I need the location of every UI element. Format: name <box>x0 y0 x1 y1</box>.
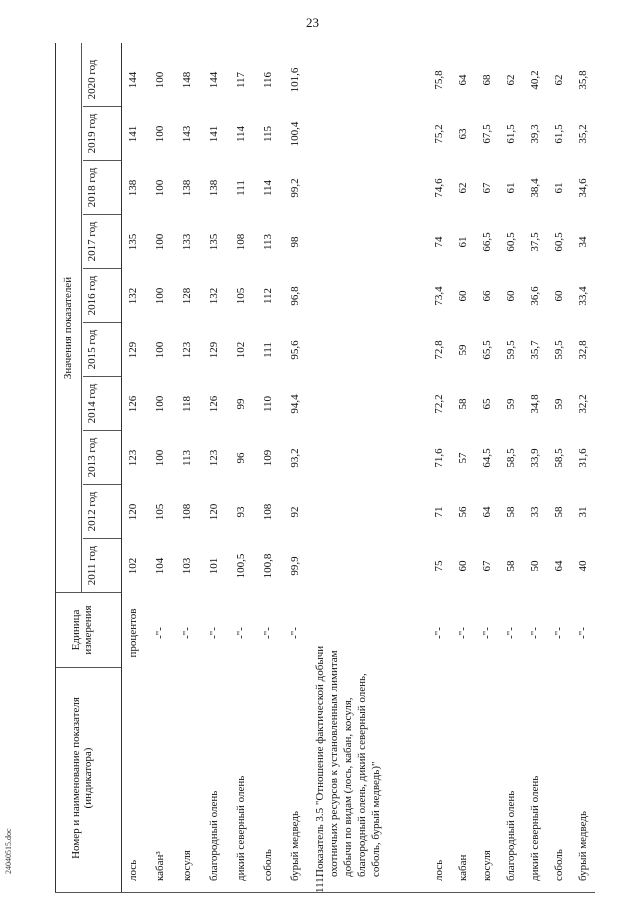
value-cell: 34,8 <box>529 394 541 414</box>
value-cell: 75,2 <box>433 124 445 144</box>
indicator-number: 111. <box>314 874 326 893</box>
value-cell: 100,4 <box>289 121 301 147</box>
value-cell: 34,6 <box>577 178 589 198</box>
row-unit: -"- <box>154 627 166 639</box>
row-unit: -"- <box>433 627 445 639</box>
table-left-border <box>55 892 595 893</box>
value-cell: 99,2 <box>289 178 301 198</box>
value-cell: 98 <box>289 236 301 248</box>
value-cell: 135 <box>127 233 139 251</box>
value-cell: 60 <box>553 290 565 302</box>
row-name: дикий северный олень <box>235 775 247 881</box>
row-unit: -"- <box>481 627 493 639</box>
value-cell: 99,9 <box>289 556 301 576</box>
year-header: 2015 год <box>83 323 121 377</box>
value-cell: 59,5 <box>505 340 517 360</box>
table-row <box>289 43 309 893</box>
table-header <box>55 43 122 893</box>
value-cell: 100 <box>154 341 166 359</box>
row-name: благородный олень <box>505 790 517 881</box>
value-cell: 99 <box>235 398 247 410</box>
value-cell: 59,5 <box>553 340 565 360</box>
value-cell: 40,2 <box>529 70 541 90</box>
row-name: бурый медведь <box>289 811 301 881</box>
value-cell: 66,5 <box>481 232 493 252</box>
header-values: Значения показателей <box>62 276 74 380</box>
year-header: 2013 год <box>83 431 121 485</box>
value-cell: 60,5 <box>505 232 517 252</box>
value-cell: 65 <box>481 398 493 410</box>
value-cell: 58 <box>505 560 517 572</box>
value-cell: 60 <box>457 560 469 572</box>
value-cell: 64 <box>553 560 565 572</box>
value-cell: 108 <box>181 503 193 521</box>
value-cell: 36,6 <box>529 286 541 306</box>
value-cell: 58,5 <box>553 448 565 468</box>
table-row <box>577 43 597 893</box>
row-unit: процентов <box>127 608 139 658</box>
value-cell: 58,5 <box>505 448 517 468</box>
table-row <box>154 43 174 893</box>
value-cell: 111 <box>262 342 274 358</box>
row-name: косуля <box>181 850 193 881</box>
value-cell: 114 <box>262 179 274 197</box>
value-cell: 115 <box>262 125 274 143</box>
footer-file: 24040515.doc <box>4 828 13 874</box>
year-header: 2011 год <box>83 539 121 593</box>
value-cell: 61 <box>457 236 469 248</box>
value-cell: 74,6 <box>433 178 445 198</box>
value-cell: 120 <box>208 503 220 521</box>
value-cell: 67,5 <box>481 124 493 144</box>
value-cell: 60 <box>457 290 469 302</box>
value-cell: 103 <box>181 557 193 575</box>
value-cell: 120 <box>127 503 139 521</box>
value-cell: 144 <box>208 71 220 89</box>
value-cell: 102 <box>235 341 247 359</box>
value-cell: 75,8 <box>433 70 445 90</box>
value-cell: 71 <box>433 506 445 518</box>
value-cell: 101 <box>208 557 220 575</box>
value-cell: 133 <box>181 233 193 251</box>
value-cell: 93,2 <box>289 448 301 468</box>
rotated-table <box>55 43 615 893</box>
value-cell: 110 <box>262 395 274 413</box>
value-cell: 138 <box>127 179 139 197</box>
value-cell: 102 <box>127 557 139 575</box>
table-row <box>481 43 501 893</box>
row-unit: -"- <box>457 627 469 639</box>
row-name: благородный олень <box>208 790 220 881</box>
row-name: лось <box>433 859 445 881</box>
value-cell: 58 <box>457 398 469 410</box>
table-row <box>553 43 573 893</box>
year-header: 2016 год <box>83 269 121 323</box>
value-cell: 114 <box>235 125 247 143</box>
value-cell: 126 <box>127 395 139 413</box>
value-cell: 101,6 <box>289 67 301 93</box>
value-cell: 143 <box>181 125 193 143</box>
value-cell: 59 <box>457 344 469 356</box>
value-cell: 100 <box>154 233 166 251</box>
value-cell: 63 <box>457 128 469 140</box>
value-cell: 35,2 <box>577 124 589 144</box>
value-cell: 118 <box>181 395 193 413</box>
value-cell: 50 <box>529 560 541 572</box>
value-cell: 64,5 <box>481 448 493 468</box>
year-header: 2019 год <box>83 107 121 161</box>
value-cell: 67 <box>481 560 493 572</box>
footer <box>4 828 46 896</box>
value-cell: 60,5 <box>553 232 565 252</box>
indicator-text: Показатель 3.5 "Отношение фактической добычи охотничьих ресурсов к установленным лимитам добычи по видам (лось, кабан, косуля, благородный олень, дикий северный олень, соболь, бурый медведь)" <box>314 645 382 877</box>
value-cell: 113 <box>181 449 193 467</box>
value-cell: 123 <box>208 449 220 467</box>
value-cell: 126 <box>208 395 220 413</box>
value-cell: 64 <box>457 74 469 86</box>
table-row <box>127 43 147 893</box>
table-row <box>433 43 453 893</box>
value-cell: 123 <box>181 341 193 359</box>
value-cell: 93 <box>235 506 247 518</box>
value-cell: 38,4 <box>529 178 541 198</box>
value-cell: 62 <box>553 74 565 86</box>
value-cell: 108 <box>235 233 247 251</box>
divider <box>81 43 82 593</box>
value-cell: 58 <box>505 506 517 518</box>
table-row <box>208 43 228 893</box>
table-row <box>181 43 201 893</box>
row-name: бурый медведь <box>577 811 589 881</box>
row-unit: -"- <box>505 627 517 639</box>
value-cell: 138 <box>181 179 193 197</box>
year-header: 2017 год <box>83 215 121 269</box>
row-name: соболь <box>262 849 274 881</box>
value-cell: 100 <box>154 287 166 305</box>
year-header: 2012 год <box>83 485 121 539</box>
value-cell: 57 <box>457 452 469 464</box>
row-unit: -"- <box>235 627 247 639</box>
table-row <box>505 43 525 893</box>
value-cell: 33 <box>529 506 541 518</box>
row-name: кабан <box>457 854 469 881</box>
value-cell: 33,4 <box>577 286 589 306</box>
page-number: 23 <box>306 15 319 30</box>
value-cell: 60 <box>505 290 517 302</box>
value-cell: 32,8 <box>577 340 589 360</box>
table-row <box>235 43 255 893</box>
row-name: кабан³ <box>154 851 166 881</box>
year-header: 2014 год <box>83 377 121 431</box>
value-cell: 100 <box>154 71 166 89</box>
value-cell: 56 <box>457 506 469 518</box>
row-name: косуля <box>481 850 493 881</box>
row-unit: -"- <box>529 627 541 639</box>
table-row <box>262 43 282 893</box>
value-cell: 37,5 <box>529 232 541 252</box>
table-row <box>529 43 549 893</box>
value-cell: 62 <box>505 74 517 86</box>
value-cell: 112 <box>262 287 274 305</box>
year-header: 2020 год <box>83 53 121 107</box>
value-cell: 123 <box>127 449 139 467</box>
value-cell: 33,9 <box>529 448 541 468</box>
divider <box>56 667 121 668</box>
value-cell: 71,6 <box>433 448 445 468</box>
value-cell: 96,8 <box>289 286 301 306</box>
value-cell: 72,8 <box>433 340 445 360</box>
value-cell: 108 <box>262 503 274 521</box>
value-cell: 116 <box>262 71 274 89</box>
value-cell: 109 <box>262 449 274 467</box>
table-row <box>457 43 477 893</box>
value-cell: 64 <box>481 506 493 518</box>
value-cell: 144 <box>127 71 139 89</box>
value-cell: 62 <box>457 182 469 194</box>
value-cell: 138 <box>208 179 220 197</box>
value-cell: 59 <box>505 398 517 410</box>
value-cell: 100 <box>154 179 166 197</box>
value-cell: 113 <box>262 233 274 251</box>
value-cell: 61,5 <box>505 124 517 144</box>
value-cell: 61 <box>553 182 565 194</box>
value-cell: 128 <box>181 287 193 305</box>
value-cell: 129 <box>127 341 139 359</box>
value-cell: 39,3 <box>529 124 541 144</box>
value-cell: 67 <box>481 182 493 194</box>
value-cell: 100 <box>154 125 166 143</box>
row-name: соболь <box>553 849 565 881</box>
row-unit: -"- <box>289 627 301 639</box>
value-cell: 73,4 <box>433 286 445 306</box>
value-cell: 129 <box>208 341 220 359</box>
value-cell: 31,6 <box>577 448 589 468</box>
value-cell: 100 <box>154 449 166 467</box>
value-cell: 117 <box>235 71 247 89</box>
value-cell: 40 <box>577 560 589 572</box>
value-cell: 66 <box>481 290 493 302</box>
value-cell: 61,5 <box>553 124 565 144</box>
row-unit: -"- <box>553 627 565 639</box>
value-cell: 141 <box>127 125 139 143</box>
row-name: лось <box>127 859 139 881</box>
value-cell: 35,8 <box>577 70 589 90</box>
value-cell: 95,6 <box>289 340 301 360</box>
header-name: Номер и наименование показателя (индикатора) <box>70 697 94 859</box>
value-cell: 135 <box>208 233 220 251</box>
value-cell: 96 <box>235 452 247 464</box>
value-cell: 100,8 <box>262 553 274 579</box>
row-unit: -"- <box>262 627 274 639</box>
value-cell: 72,2 <box>433 394 445 414</box>
value-cell: 32,2 <box>577 394 589 414</box>
value-cell: 92 <box>289 506 301 518</box>
header-unit: Единица измерения <box>70 605 94 655</box>
row-unit: -"- <box>577 627 589 639</box>
value-cell: 111 <box>235 180 247 196</box>
value-cell: 58 <box>553 506 565 518</box>
value-cell: 132 <box>127 287 139 305</box>
value-cell: 75 <box>433 560 445 572</box>
value-cell: 104 <box>154 557 166 575</box>
row-unit: -"- <box>181 627 193 639</box>
value-cell: 65,5 <box>481 340 493 360</box>
value-cell: 100 <box>154 395 166 413</box>
value-cell: 100,5 <box>235 553 247 579</box>
value-cell: 105 <box>154 503 166 521</box>
value-cell: 61 <box>505 182 517 194</box>
value-cell: 74 <box>433 236 445 248</box>
value-cell: 68 <box>481 74 493 86</box>
value-cell: 59 <box>553 398 565 410</box>
value-cell: 31 <box>577 506 589 518</box>
row-name: дикий северный олень <box>529 775 541 881</box>
value-cell: 34 <box>577 236 589 248</box>
row-unit: -"- <box>208 627 220 639</box>
value-cell: 94,4 <box>289 394 301 414</box>
value-cell: 105 <box>235 287 247 305</box>
year-header: 2018 год <box>83 161 121 215</box>
value-cell: 141 <box>208 125 220 143</box>
value-cell: 35,7 <box>529 340 541 360</box>
value-cell: 148 <box>181 71 193 89</box>
value-cell: 132 <box>208 287 220 305</box>
